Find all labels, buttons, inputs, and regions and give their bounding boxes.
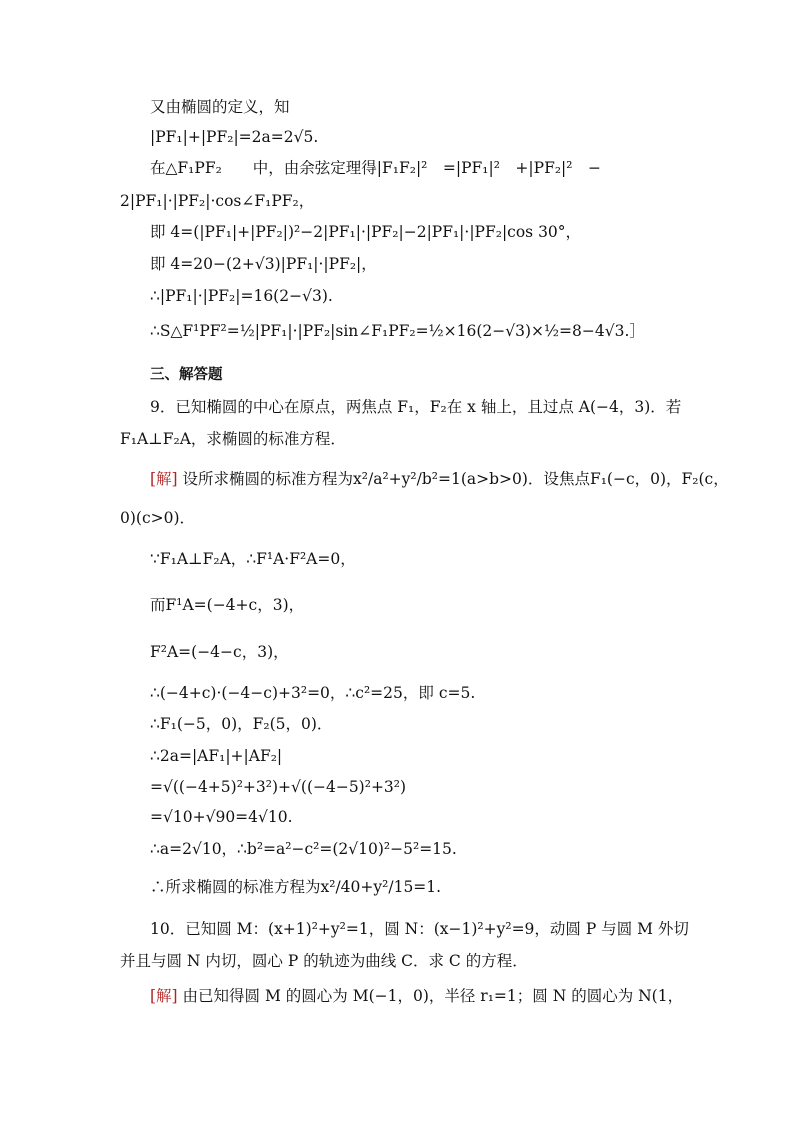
equation-line: ∴(−4+c)·(−4−c)+3²=0，∴c²=25，即 c=5.	[150, 684, 476, 702]
equation-line: ∵F₁A⊥F₂A，∴F¹A·F²A=0，	[150, 550, 356, 568]
text-line: 在△F₁PF₂ 中，由余弦定理得|F₁F₂|² =|PF₁|² +|PF₂|² −	[150, 159, 601, 177]
solution-line: 0)(c>0)．	[120, 509, 196, 527]
equation-line: 即 4=(|PF₁|+|PF₂|)²−2|PF₁|·|PF₂|−2|PF₁|·|PF₂|cos 30°，	[150, 223, 582, 241]
text-line: 又由椭圆的定义，知	[150, 98, 290, 116]
solution-tag: [解]	[150, 987, 178, 1005]
section-heading: 三、解答题	[150, 367, 223, 383]
solution-text: 由已知得圆 M 的圆心为 M(−1，0)，半径 r₁=1；圆 N 的圆心为 N(1，	[182, 987, 684, 1005]
equation-line: ∴S△F¹PF²=½|PF₁|·|PF₂|sin∠F₁PF₂=½×16(2−√3)×½=8−4√3.］	[150, 322, 645, 340]
equation-line: ∴所求椭圆的标准方程为x²/40+y²/15=1.	[150, 878, 442, 896]
equation-line: 2|PF₁|·|PF₂|·cos∠F₁PF₂，	[120, 192, 315, 210]
solution-text: 设所求椭圆的标准方程为x²/a²+y²/b²=1(a>b>0)．设焦点F₁(−c，0)，F₂(c，	[182, 470, 729, 488]
equation-line: ∴|PF₁|·|PF₂|=16(2−√3).	[150, 287, 333, 305]
equation-line: =√10+√90=4√10.	[150, 808, 293, 826]
equation-line: |PF₁|+|PF₂|=2a=2√5.	[150, 128, 319, 146]
equation-line: F²A=(−4−c，3)，	[150, 643, 289, 661]
equation-line: 而F¹A=(−4+c，3)，	[150, 596, 305, 614]
equation-line: ∴F₁(−5，0)，F₂(5，0)．	[150, 715, 333, 733]
question-10-line: 并且与圆 N 内切，圆心 P 的轨迹为曲线 C．求 C 的方程．	[120, 952, 528, 970]
question-10-line: 10．已知圆 M：(x+1)²+y²=1，圆 N：(x−1)²+y²=9，动圆 P 与圆 M 外切	[150, 920, 689, 938]
solution-tag: [解]	[150, 470, 178, 488]
equation-line: 即 4=20−(2+√3)|PF₁|·|PF₂|，	[150, 255, 377, 273]
equation-line: ∴2a=|AF₁|+|AF₂|	[150, 747, 283, 765]
solution-line	[150, 468, 729, 490]
equation-line: =√((−4+5)²+3²)+√((−4−5)²+3²)	[150, 778, 407, 796]
question-9-line: 9．已知椭圆的中心在原点，两焦点 F₁，F₂在 x 轴上，且过点 A(−4，3)．若	[150, 398, 682, 416]
solution-line	[150, 985, 684, 1007]
equation-line: ∴a=2√10，∴b²=a²−c²=(2√10)²−5²=15.	[150, 840, 457, 858]
question-9-line: F₁A⊥F₂A，求椭圆的标准方程．	[120, 430, 346, 448]
